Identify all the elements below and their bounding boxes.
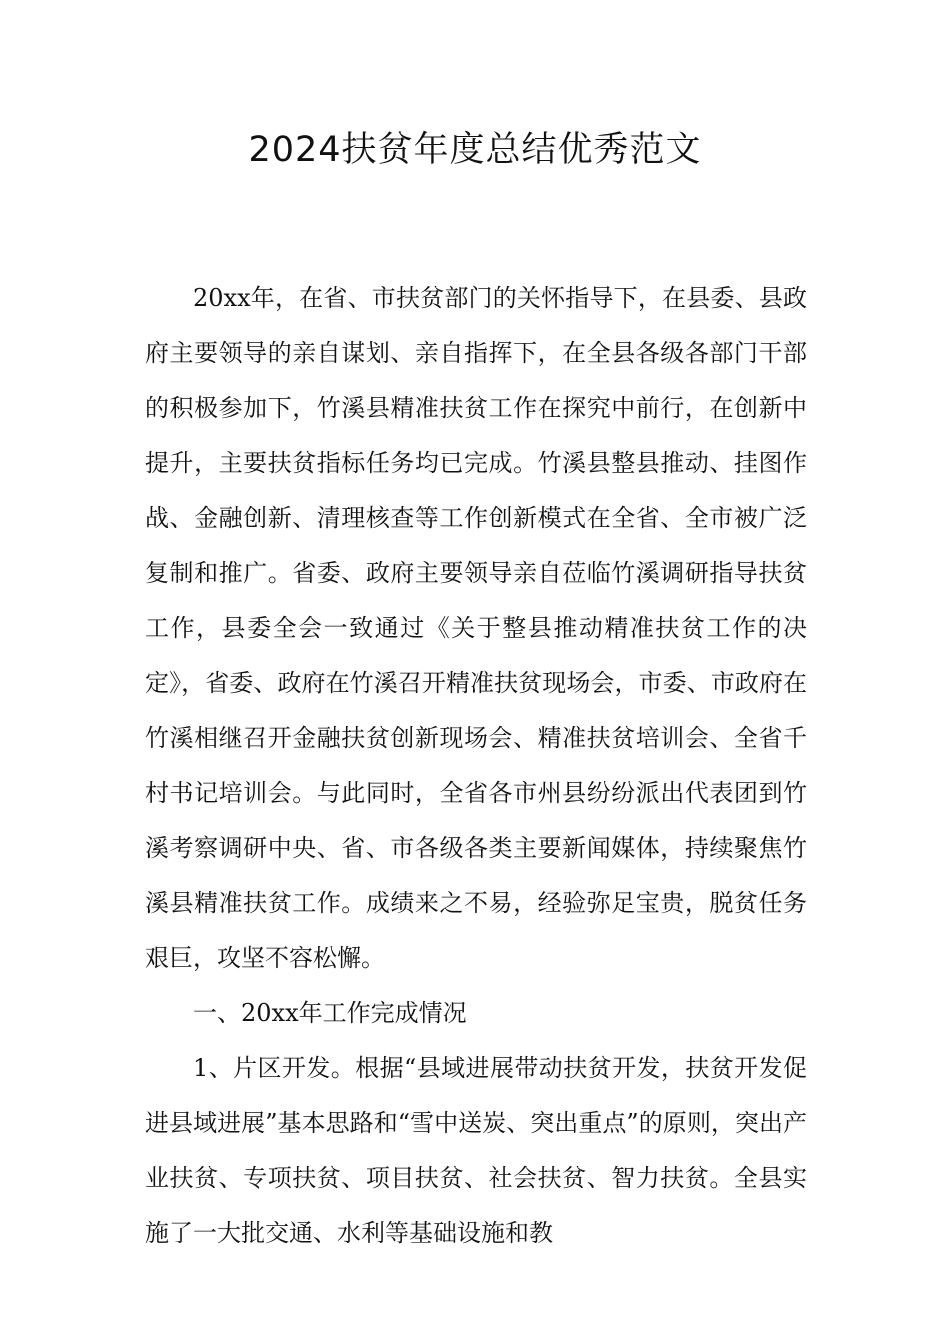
section-heading: 一、20xx年工作完成情况: [193, 999, 467, 1027]
paragraph-intro: 20xx年，在省、市扶贫部门的关怀指导下，在县委、县政府主要领导的亲自谋划、亲自指挥下，在全县各级各部门干部的积极参加下，竹溪县精准扶贫工作在探究中前行，在创新中提升，主要扶贫指标任务均已完成。竹溪县整县推动、挂图作战、金融创新、清理核查等工作创新模式在全省、全市被广泛复制和推广。省委、政府主要领导亲自莅临竹溪调研指导扶贫工作，县委全会一致通过《关于整县推动精准扶贫工作的决定》，省委、政府在竹溪召开精准扶贫现场会，市委、市政府在竹溪相继召开金融扶贫创新现场会、精准扶贫培训会、全省千村书记培训会。与此同时，全省各市州县纷纷派出代表团到竹溪考察调研中央、省、市各级各类主要新闻媒体，持续聚焦竹溪县精准扶贫工作。成绩来之不易，经验弥足宝贵，脱贫任务艰巨，攻坚不容松懈。: [145, 284, 807, 972]
document-title: 2024扶贫年度总结优秀范文: [248, 130, 702, 170]
paragraph-section-1: 1、片区开发。根据“县域进展带动扶贫开发，扶贫开发促进县域进展”基本思路和“雪中送炭、突出重点”的原则，突出产业扶贫、专项扶贫、项目扶贫、社会扶贫、智力扶贫。全县实施了一大批交通、水利等基础设施和教: [145, 1054, 807, 1247]
document-body: [145, 271, 807, 1261]
